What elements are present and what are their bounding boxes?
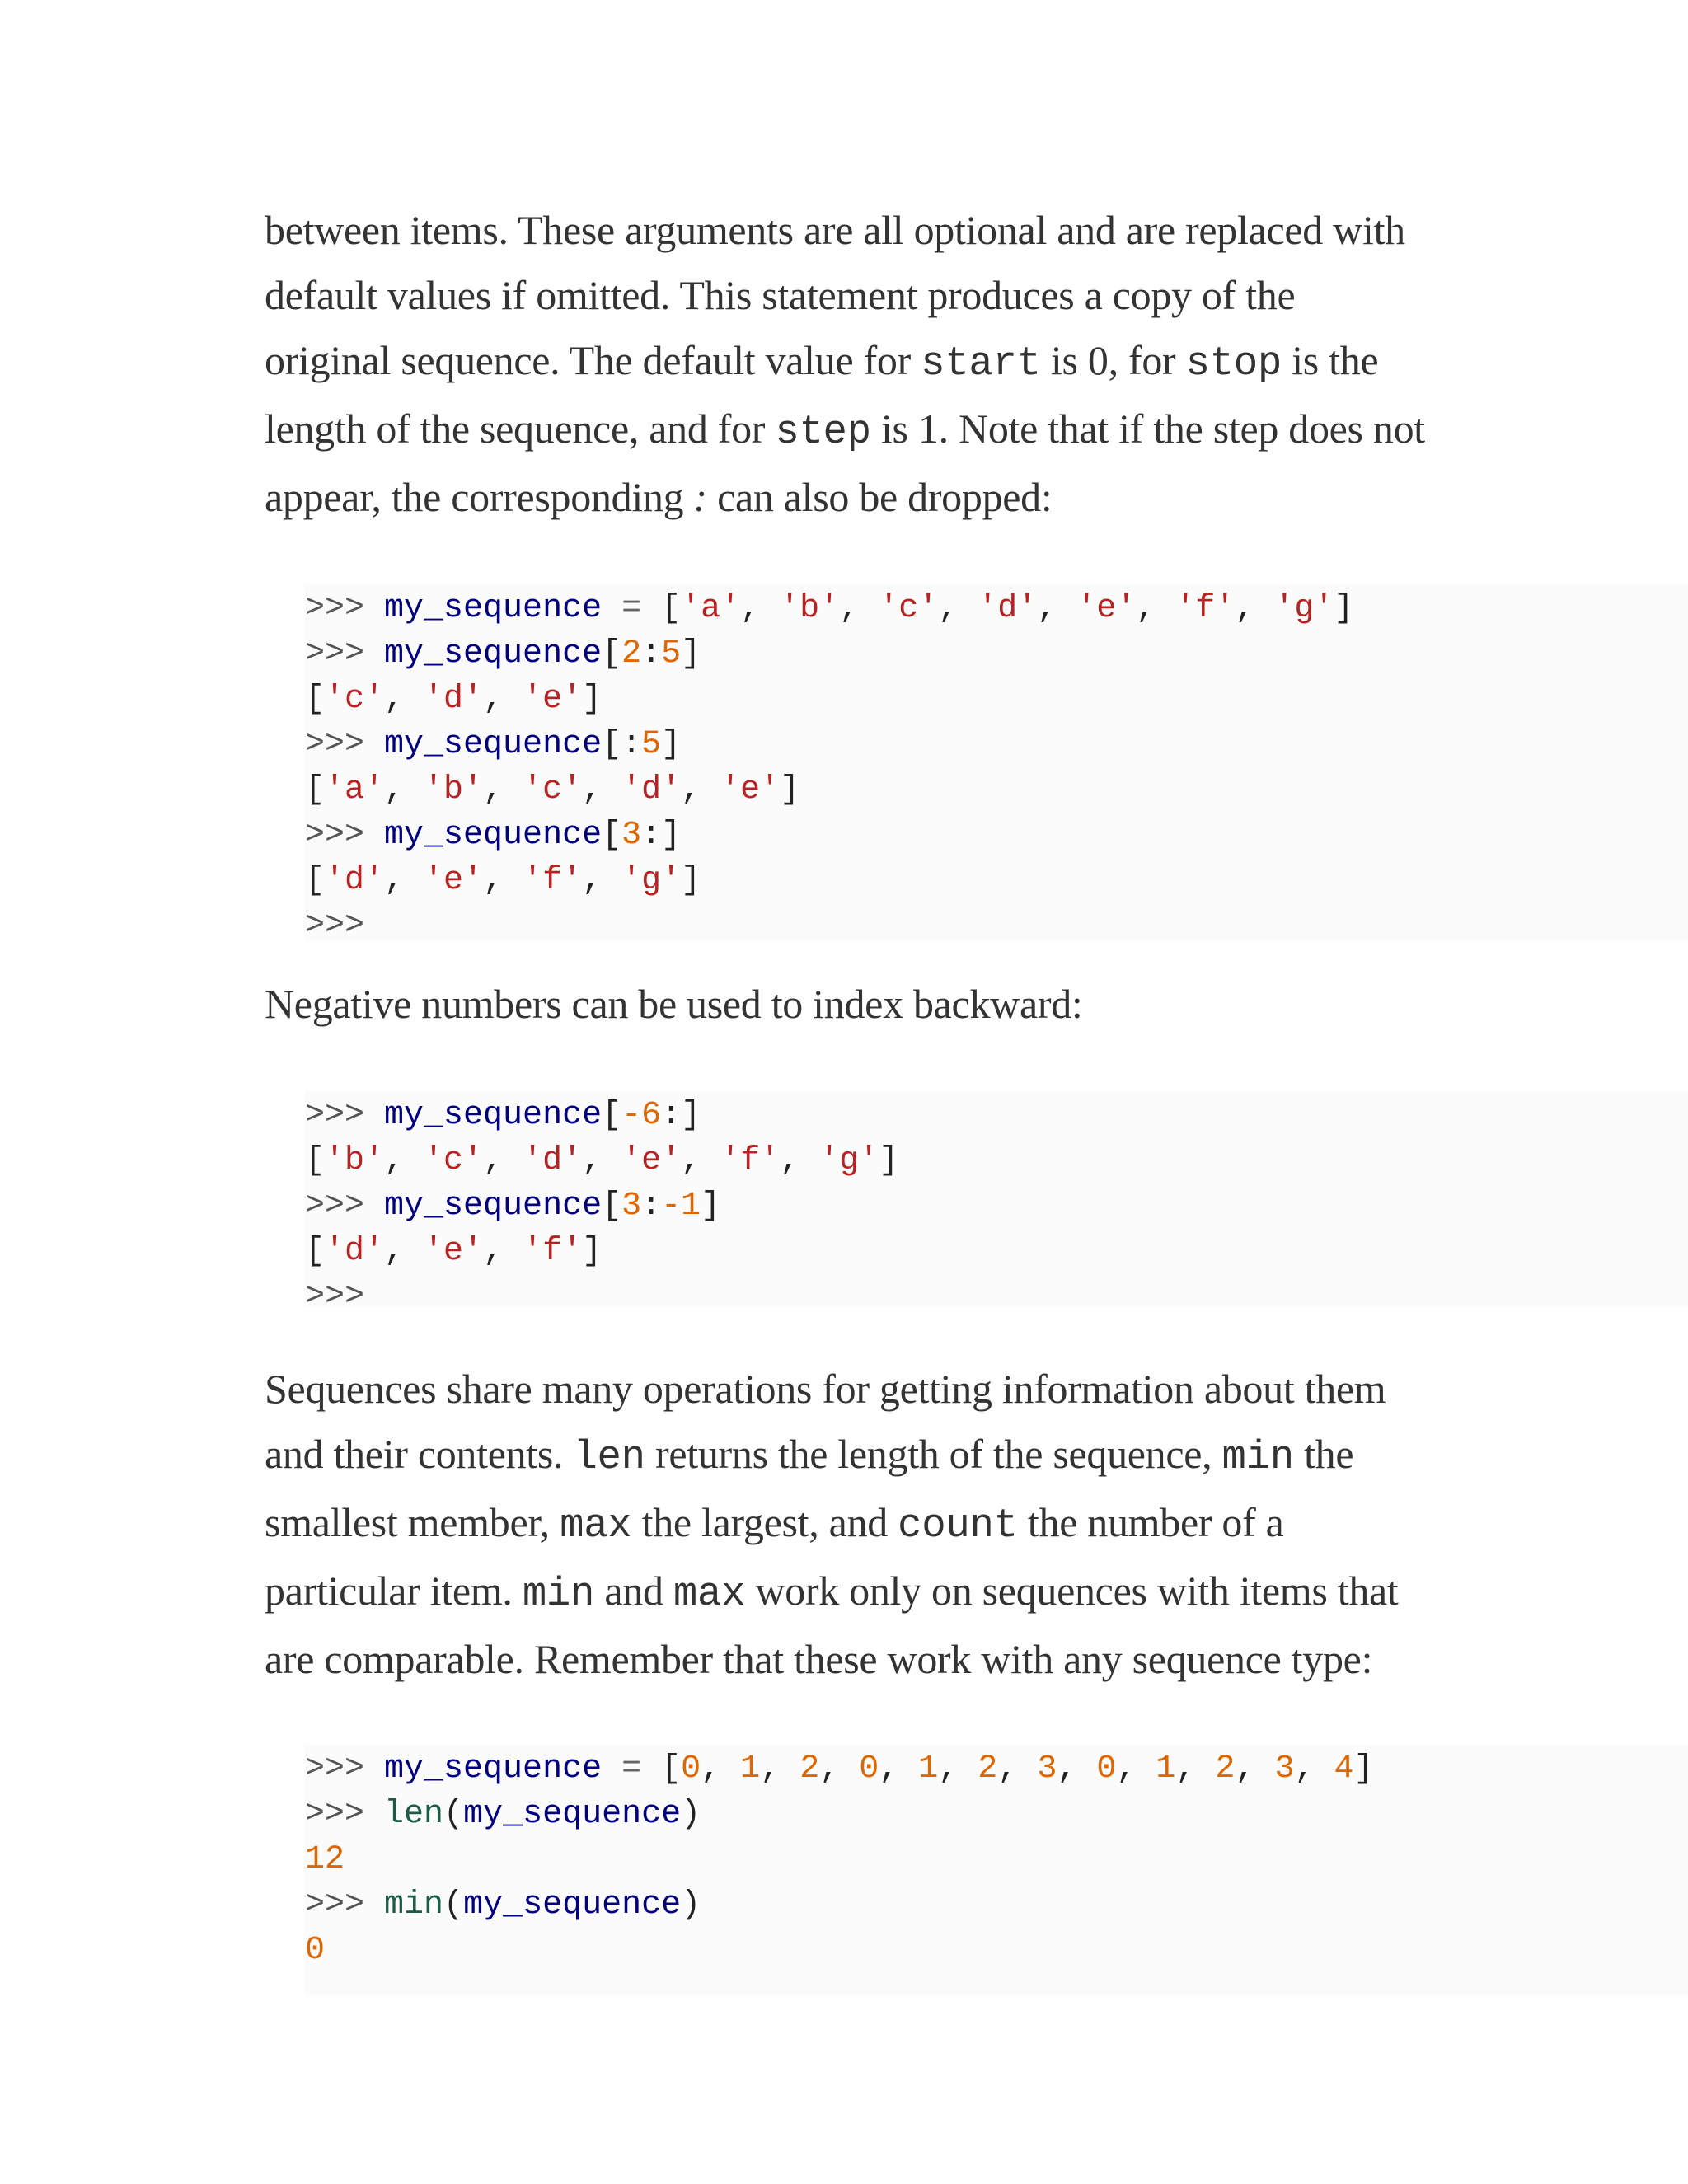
code-output-line: ['a', 'b', 'c', 'd', 'e'] [305, 771, 800, 808]
code-line: >>> [305, 1278, 365, 1315]
code-output-line: ['d', 'e', 'f', 'g'] [305, 862, 701, 899]
code-block-builtins [305, 1745, 1688, 1995]
code-line: >>> my_sequence[-6:] [305, 1097, 701, 1134]
code-line: >>> my_sequence = [0, 1, 2, 0, 1, 2, 3, 0, 1, 2, 3, 4] [305, 1750, 1374, 1788]
code-line: >>> len(my_sequence) [305, 1796, 701, 1833]
page-content [265, 198, 1427, 1995]
paragraph-slicing-defaults [265, 198, 1427, 530]
para3-text-2: returns the length of the sequence, [645, 1431, 1222, 1477]
paragraph-negative-index: Negative numbers can be used to index backward: [265, 981, 1083, 1027]
para3-text-4: the largest, and [631, 1499, 898, 1545]
para3-text-3: the smallest member, [265, 1431, 1354, 1545]
code-output-line: 12 [305, 1841, 345, 1878]
colon-symbol: : [693, 474, 707, 520]
para1-text-3: is the length of the sequence, and for [265, 337, 1379, 452]
code-min-2: min [522, 1571, 595, 1617]
para1-text-1: between items. These arguments are all optional and are replaced with default values if omitted. This statement produces a copy of the original sequence. The default value for [265, 207, 1405, 383]
para1-text-2: is 0, for [1040, 337, 1186, 383]
code-line: >>> [305, 907, 365, 944]
para3-text-1: Sequences share many operations for getting information about them and their contents. [265, 1366, 1386, 1477]
code-line: >>> my_sequence = ['a', 'b', 'c', 'd', 'e', 'f', 'g'] [305, 590, 1354, 627]
code-max: max [560, 1502, 632, 1549]
code-line: >>> my_sequence[2:5] [305, 635, 701, 673]
paragraph-sequence-operations [265, 1357, 1427, 1692]
code-len: len [573, 1434, 645, 1480]
code-min: min [1221, 1434, 1294, 1480]
code-line: >>> my_sequence[:5] [305, 726, 682, 763]
code-output-line: ['d', 'e', 'f'] [305, 1233, 603, 1270]
code-step: step [775, 409, 871, 455]
para3-text-7: work only on sequences with items that are comparable. Remember that these work with any sequence type: [265, 1568, 1399, 1682]
para1-text-4: is 1. Note that if the step does not appear, the corresponding [265, 405, 1425, 520]
code-stop: stop [1185, 340, 1282, 387]
code-max-2: max [673, 1571, 746, 1617]
code-block-negative [305, 1091, 1688, 1315]
para3-text-5: the number of a particular item. [265, 1499, 1284, 1614]
code-line: >>> my_sequence[3:] [305, 817, 682, 854]
code-output-line: ['c', 'd', 'e'] [305, 681, 603, 718]
code-output-line: 0 [305, 1932, 326, 1969]
code-count: count [898, 1502, 1018, 1549]
para3-text-6: and [594, 1568, 673, 1614]
para1-text-5: can also be dropped: [706, 474, 1053, 520]
code-line: >>> min(my_sequence) [305, 1886, 701, 1924]
code-output-line: ['b', 'c', 'd', 'e', 'f', 'g'] [305, 1142, 899, 1179]
code-block-slicing [305, 584, 1688, 944]
code-start: start [921, 340, 1041, 387]
code-line: >>> my_sequence[3:-1] [305, 1188, 721, 1225]
